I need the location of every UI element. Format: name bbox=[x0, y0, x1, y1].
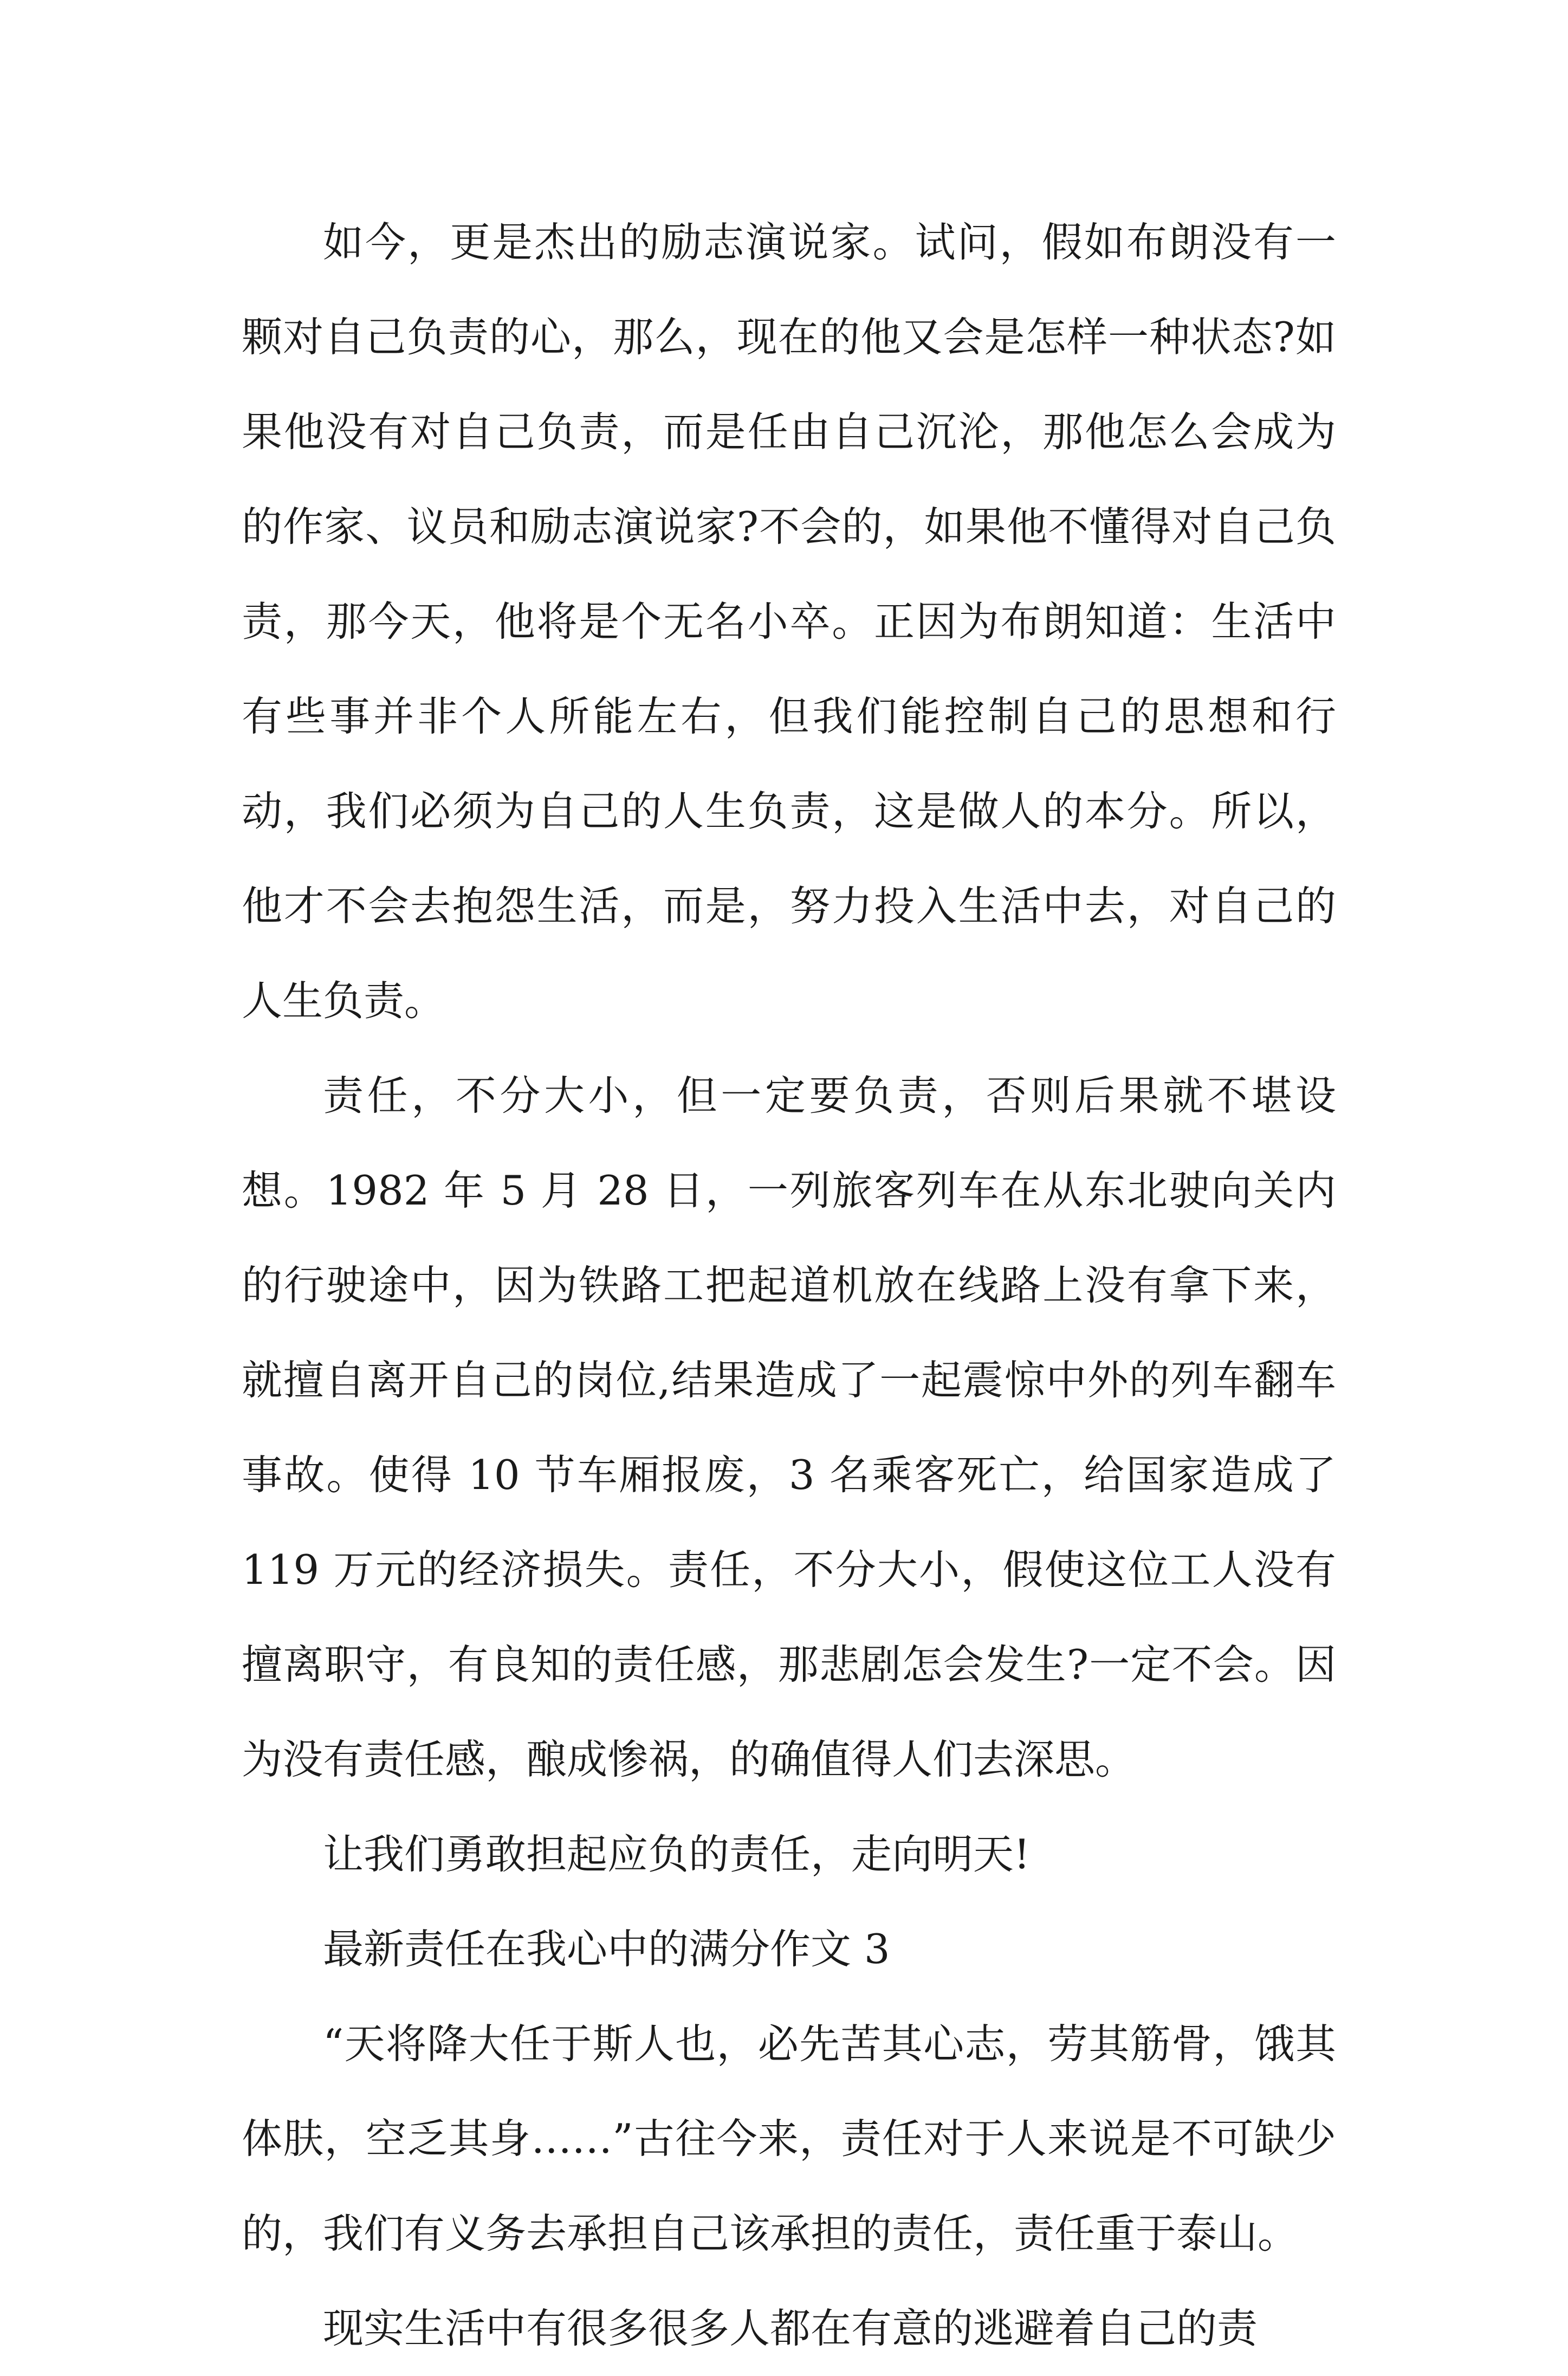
document-body bbox=[242, 195, 1336, 2376]
paragraph: “天将降大任于斯人也，必先苦其心志，劳其筋骨，饿其体肤，空乏其身……”古往今来，责任对于人来说是不可缺少的，我们有义务去承担自己该承担的责任，责任重于泰山。 bbox=[242, 2020, 1336, 2257]
paragraph: 让我们勇敢担起应负的责任，走向明天! bbox=[323, 1830, 1031, 1878]
paragraph: 责任，不分大小，但一定要负责，否则后果就不堪设想。1982 年 5 月 28 日，一列旅客列车在从东北驶向关内的行驶途中，因为铁路工把起道机放在线路上没有拿下来，就擅自离开自己的岗位,结果造成了一起震惊中外的列车翻车事故。使得 10 节车厢报废，3 名乘客死亡，给国家造成了 119 万元的经济损失。责任，不分大小，假使这位工人没有擅离职守，有良知的责任感，那悲剧怎会发生?一定不会。因为没有责任感，酿成惨祸，的确值得人们去深思。 bbox=[242, 1072, 1336, 1783]
paragraph: 如今，更是杰出的励志演说家。试问，假如布朗没有一颗对自己负责的心，那么，现在的他又会是怎样一种状态?如果他没有对自己负责，而是任由自己沉沦，那他怎么会成为的作家、议员和励志演说家?不会的，如果他不懂得对自己负责，那今天，他将是个无名小卒。正因为布朗知道：生活中有些事并非个人所能左右，但我们能控制自己的思想和行动，我们必须为自己的人生负责，这是做人的本分。所以，他才不会去抱怨生活，而是，努力投入生活中去，对自己的人生负责。 bbox=[242, 218, 1336, 1025]
paragraph: 现实生活中有很多很多人都在有意的逃避着自己的责 bbox=[323, 2304, 1258, 2352]
section-heading: 最新责任在我心中的满分作文 3 bbox=[323, 1925, 890, 1973]
